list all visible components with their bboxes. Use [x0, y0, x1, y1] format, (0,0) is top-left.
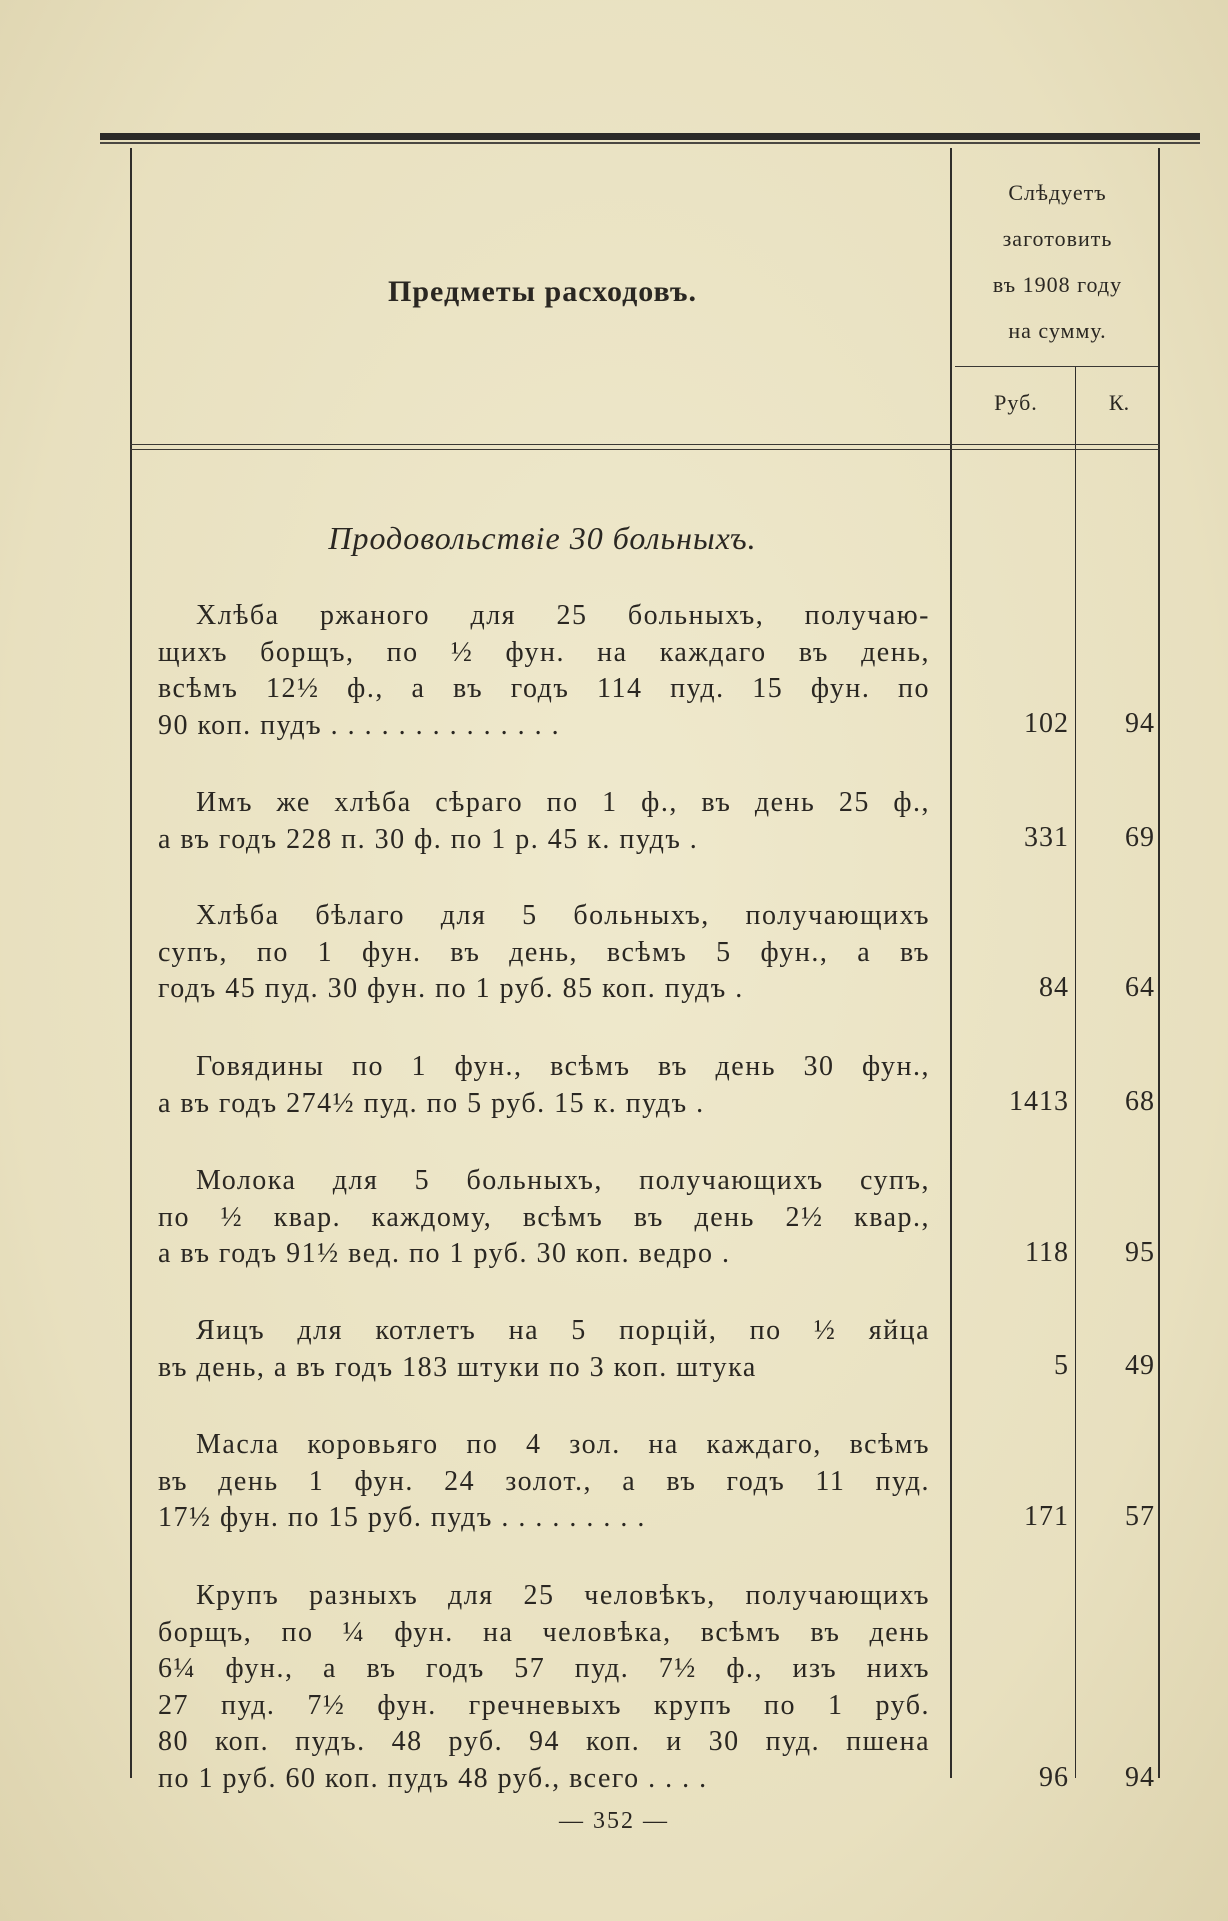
entry-line: а въ годъ 228 п. 30 ф. по 1 р. 45 к. пудъ . [158, 823, 699, 855]
entry-line: борщъ, по ¼ фун. на человѣка, всѣмъ въ день [158, 1616, 930, 1648]
amount-title-line: Слѣдуетъ [1008, 180, 1107, 205]
expense-entry [158, 785, 930, 858]
entry-line: 80 коп. пудъ. 48 руб. 94 коп. и 30 пуд. пшена [158, 1726, 930, 1757]
entry-line: 90 коп. пудъ . . . . . . . . . . . . . . [158, 709, 561, 741]
rub-value: 331 [1024, 822, 1069, 853]
kop-value: 94 [1125, 1762, 1155, 1793]
rub-value: 96 [1039, 1762, 1069, 1793]
rub-value: 171 [1024, 1501, 1069, 1532]
entry-line: по 1 руб. 60 коп. пудъ 48 руб., всего . . . . [158, 1762, 708, 1794]
amount-column-title [955, 170, 1160, 354]
entry-line: Молока для 5 больныхъ, получающихъ супъ, [196, 1165, 930, 1196]
entry-line: Хлѣба бѣлаго для 5 больныхъ, получающихъ [196, 900, 930, 931]
expense-entry [158, 1578, 930, 1797]
entry-line: въ день, а въ годъ 183 штуки по 3 коп. штука [158, 1351, 757, 1383]
entry-line: Говядины по 1 фун., всѣмъ въ день 30 фун., [196, 1051, 930, 1082]
amount-title-line: на сумму. [1008, 318, 1107, 343]
entry-line: Крупъ разныхъ для 25 человѣкъ, получающихъ [196, 1580, 930, 1611]
expense-entry [158, 898, 930, 1008]
entry-line: 6¼ фун., а въ годъ 57 пуд. 7½ ф., изъ нихъ [158, 1653, 930, 1684]
top-rule-thin [100, 142, 1200, 144]
expense-entry [158, 598, 930, 744]
amount-column-divider [950, 148, 952, 1778]
rub-header: Руб. [994, 390, 1038, 415]
kop-value: 49 [1125, 1350, 1155, 1381]
column-title: Предметы расходовъ. [388, 275, 697, 308]
entry-line: а въ годъ 274½ пуд. по 5 руб. 15 к. пудъ . [158, 1087, 705, 1119]
entry-line: Яицъ для котлетъ на 5 порцій, по ½ яйца [196, 1315, 930, 1346]
expense-entry [158, 1313, 930, 1386]
page-number: — 352 — [559, 1808, 669, 1834]
rub-value: 118 [1025, 1237, 1069, 1268]
section-title: Продовольствіе 30 больныхъ. [328, 520, 757, 556]
entry-line: по ½ квар. каждому, всѣмъ въ день 2½ квар., [158, 1201, 930, 1233]
kop-value: 64 [1125, 972, 1155, 1003]
amount-title-line: заготовить [1002, 226, 1113, 251]
amount-title-line: въ 1908 году [992, 272, 1123, 297]
expense-entry [158, 1049, 930, 1122]
entry-line: щихъ борщъ, по ½ фун. на каждаго въ день, [158, 636, 930, 668]
rub-kop-divider [1075, 366, 1076, 1778]
rub-value: 102 [1024, 708, 1069, 739]
entry-line: 17½ фун. по 15 руб. пудъ . . . . . . . . . [158, 1502, 646, 1533]
entry-line: годъ 45 пуд. 30 фун. по 1 руб. 85 коп. пудъ . [158, 973, 744, 1004]
rub-value: 5 [1054, 1350, 1069, 1381]
top-rule-thick [100, 133, 1200, 140]
kop-value: 69 [1125, 822, 1155, 853]
table-left-border [130, 148, 132, 1778]
entry-line: Имъ же хлѣба сѣраго по 1 ф., въ день 25 ф., [196, 787, 930, 818]
kop-header: К. [1108, 390, 1130, 415]
entry-line: 27 пуд. 7½ фун. гречневыхъ крупъ по 1 руб. [158, 1689, 930, 1721]
entry-line: въ день 1 фун. 24 золот., а въ годъ 11 пуд. [158, 1465, 930, 1497]
subheader-rule [955, 366, 1158, 367]
entry-line: всѣмъ 12½ ф., а въ годъ 114 пуд. 15 фун. по [158, 673, 930, 704]
rub-value: 1413 [1009, 1086, 1069, 1117]
kop-value: 94 [1125, 708, 1155, 739]
entry-line: супъ, по 1 фун. въ день, всѣмъ 5 фун., а въ [158, 936, 930, 968]
kop-value: 68 [1125, 1086, 1155, 1117]
entry-line: а въ годъ 91½ вед. по 1 руб. 30 коп. ведро . [158, 1238, 731, 1269]
kop-value: 57 [1125, 1501, 1155, 1532]
expense-entry [158, 1163, 930, 1273]
expense-entry [158, 1427, 930, 1537]
header-bottom-rule-1 [130, 444, 1160, 445]
entry-line: Хлѣба ржаного для 25 больныхъ, получаю- [196, 600, 930, 631]
entry-line: Масла коровьяго по 4 зол. на каждаго, всѣмъ [196, 1429, 930, 1460]
header-bottom-rule-2 [130, 449, 1160, 450]
kop-value: 95 [1125, 1237, 1155, 1268]
rub-value: 84 [1039, 972, 1069, 1003]
